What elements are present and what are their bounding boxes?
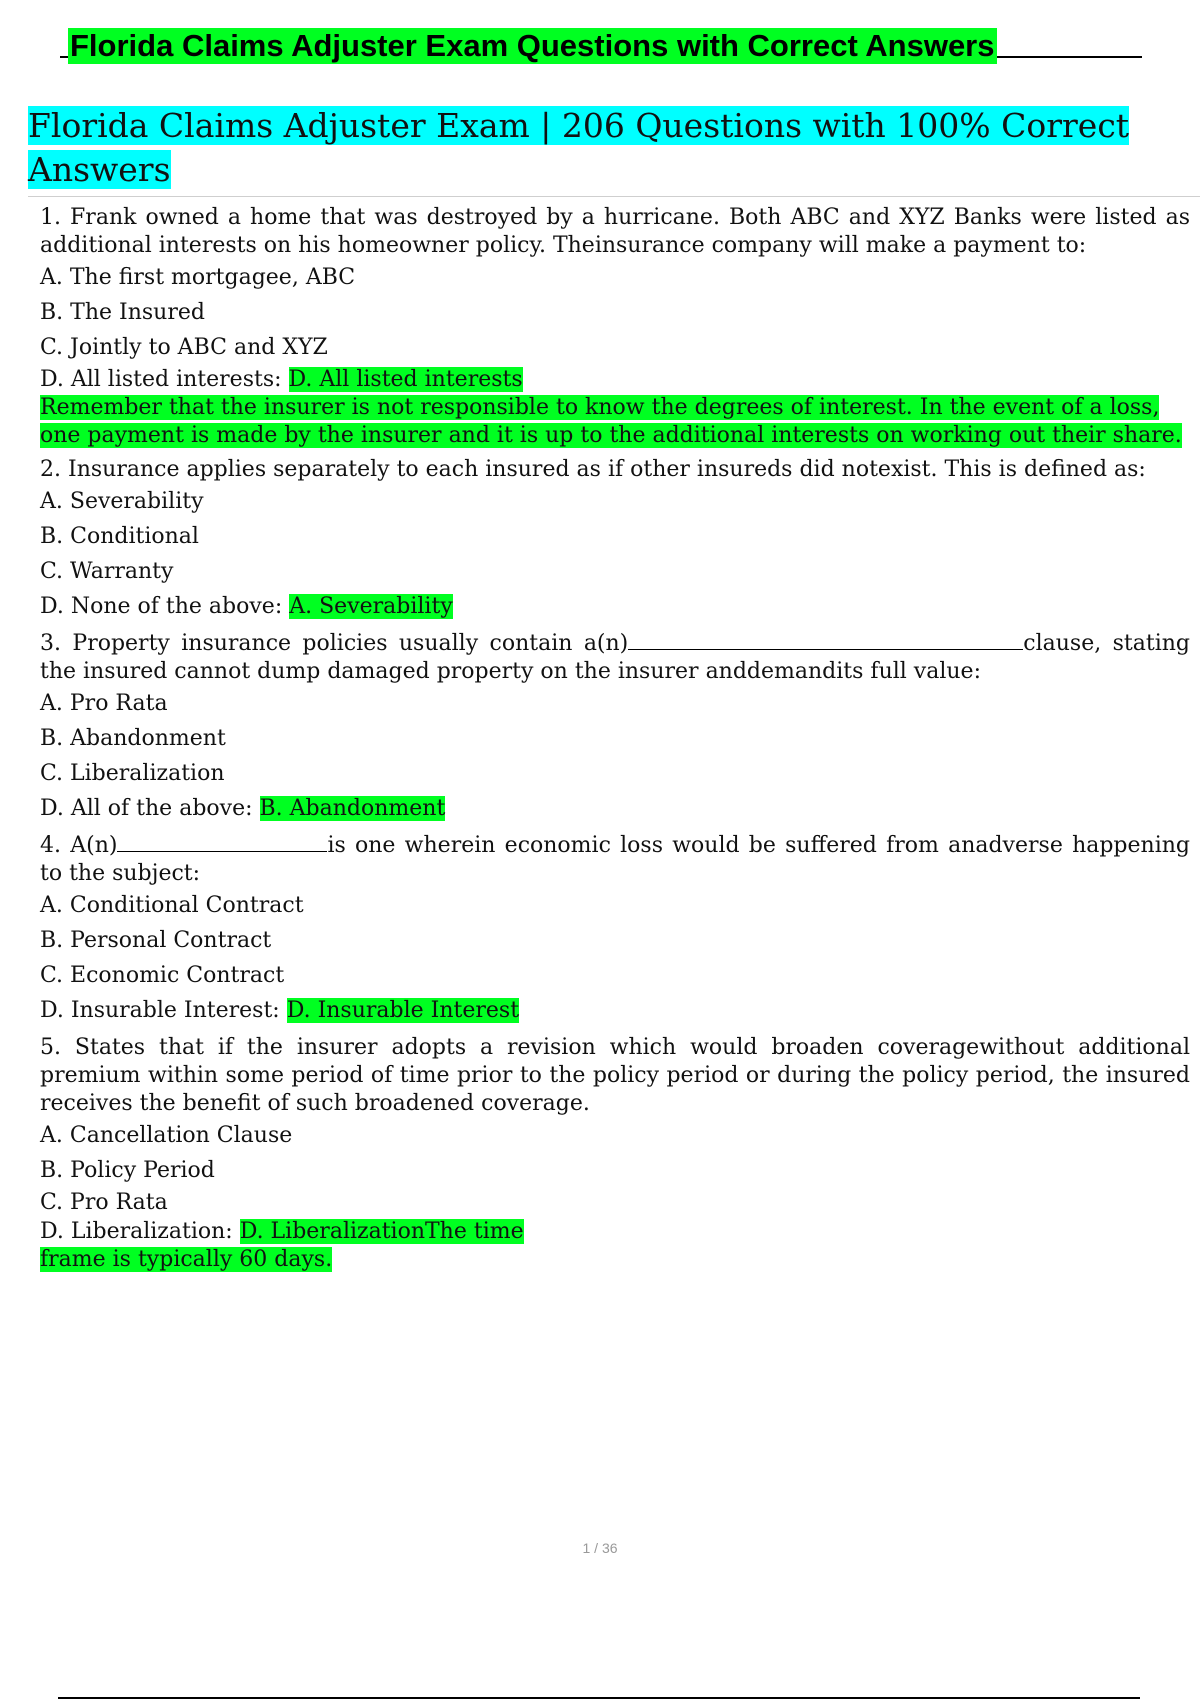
question-prompt: States that if the insurer adopts a revision which would broaden coveragewithout additional premium within some period of time prior to the policy period or during the policy period, the insured receives the benefit of such broadened coverage. — [40, 1035, 1190, 1116]
answer-explanation — [40, 394, 1190, 450]
question-list — [40, 204, 1190, 1280]
question-5 — [40, 1034, 1190, 1274]
option-c: C. Warranty — [40, 559, 174, 584]
option-c: C. Pro Rata — [40, 1190, 168, 1215]
correct-answer: D. All listed interests — [288, 367, 523, 392]
option-d-label: D. All listed interests: — [40, 367, 282, 392]
option-c: C. Liberalization — [40, 761, 225, 786]
question-5-text — [40, 1034, 1190, 1118]
option-d — [40, 1217, 1190, 1246]
question-number: 3. — [40, 631, 61, 656]
question-3-text — [40, 630, 1190, 686]
question-prompt-end: is one wherein economic loss would be suffered from anadverse happening to the subject: — [40, 833, 1190, 886]
correct-answer: D. Insurable Interest — [286, 998, 520, 1023]
correct-answer: B. Abandonment — [259, 796, 446, 821]
document-title-text: Florida Claims Adjuster Exam | 206 Questions with 100% Correct Answers — [28, 106, 1130, 189]
option-d — [40, 365, 1190, 394]
footer-rule — [58, 1697, 1140, 1699]
option-a: A. Cancellation Clause — [40, 1123, 293, 1148]
question-2-text — [40, 456, 1190, 484]
option-b: B. Policy Period — [40, 1158, 215, 1183]
document-title — [28, 104, 1188, 192]
option-d — [40, 993, 1190, 1028]
correct-answer: A. Severability — [289, 594, 453, 619]
question-3 — [40, 630, 1190, 826]
question-4 — [40, 832, 1190, 1028]
page-indicator: 1 / 36 — [582, 1540, 618, 1556]
question-prompt: Frank owned a home that was destroyed by a hurricane. Both ABC and XYZ Banks were listed as additional interests on his homeowner policy. Theinsurance company will make a payment to: — [40, 205, 1190, 258]
question-1-text — [40, 204, 1190, 260]
option-a: A. Severability — [40, 489, 204, 514]
page-header — [60, 20, 1142, 66]
fill-in-blank — [117, 833, 327, 852]
question-prompt: Insurance applies separately to each insured as if other insureds did notexist. This is defined as: — [68, 457, 1146, 482]
correct-answer: D. LiberalizationThe time — [239, 1219, 524, 1244]
fill-in-blank — [628, 631, 1023, 650]
option-d — [40, 589, 1190, 624]
option-d-label: D. Insurable Interest: — [40, 998, 280, 1023]
question-2 — [40, 456, 1190, 624]
option-b: B. Personal Contract — [40, 928, 272, 953]
option-a: A. Conditional Contract — [40, 893, 304, 918]
option-a: A. The first mortgagee, ABC — [40, 265, 356, 290]
option-d-label: D. All of the above: — [40, 796, 253, 821]
question-number: 2. — [40, 457, 61, 482]
option-a: A. Pro Rata — [40, 691, 168, 716]
answer-continuation — [40, 1246, 1190, 1274]
question-prompt-start: A(n) — [70, 833, 118, 858]
option-d — [40, 791, 1190, 826]
option-d-label: D. None of the above: — [40, 594, 283, 619]
question-prompt-start: Property insurance policies usually contain a(n) — [72, 631, 629, 656]
answer-continuation-text: frame is typically 60 days. — [40, 1247, 333, 1272]
question-number: 1. — [40, 205, 61, 230]
question-prompt-end: clause, stating the insured cannot dump damaged property on the insurer anddemandits full value: — [40, 631, 1190, 684]
answer-explanation-text: Remember that the insurer is not responsible to know the degrees of interest. In the event of a loss, one payment is made by the insurer and it is up to the additional interests on working out their share. — [40, 395, 1182, 448]
option-c: C. Economic Contract — [40, 963, 285, 988]
question-number: 5. — [40, 1035, 61, 1060]
title-divider — [28, 196, 1200, 197]
option-d-label: D. Liberalization: — [40, 1219, 233, 1244]
option-b: B. The Insured — [40, 300, 205, 325]
question-1 — [40, 204, 1190, 450]
option-b: B. Abandonment — [40, 726, 226, 751]
option-c: C. Jointly to ABC and XYZ — [40, 335, 328, 360]
question-4-text — [40, 832, 1190, 888]
option-b: B. Conditional — [40, 524, 199, 549]
question-number: 4. — [40, 833, 61, 858]
header-title: Florida Claims Adjuster Exam Questions with Correct Answers — [70, 28, 995, 63]
